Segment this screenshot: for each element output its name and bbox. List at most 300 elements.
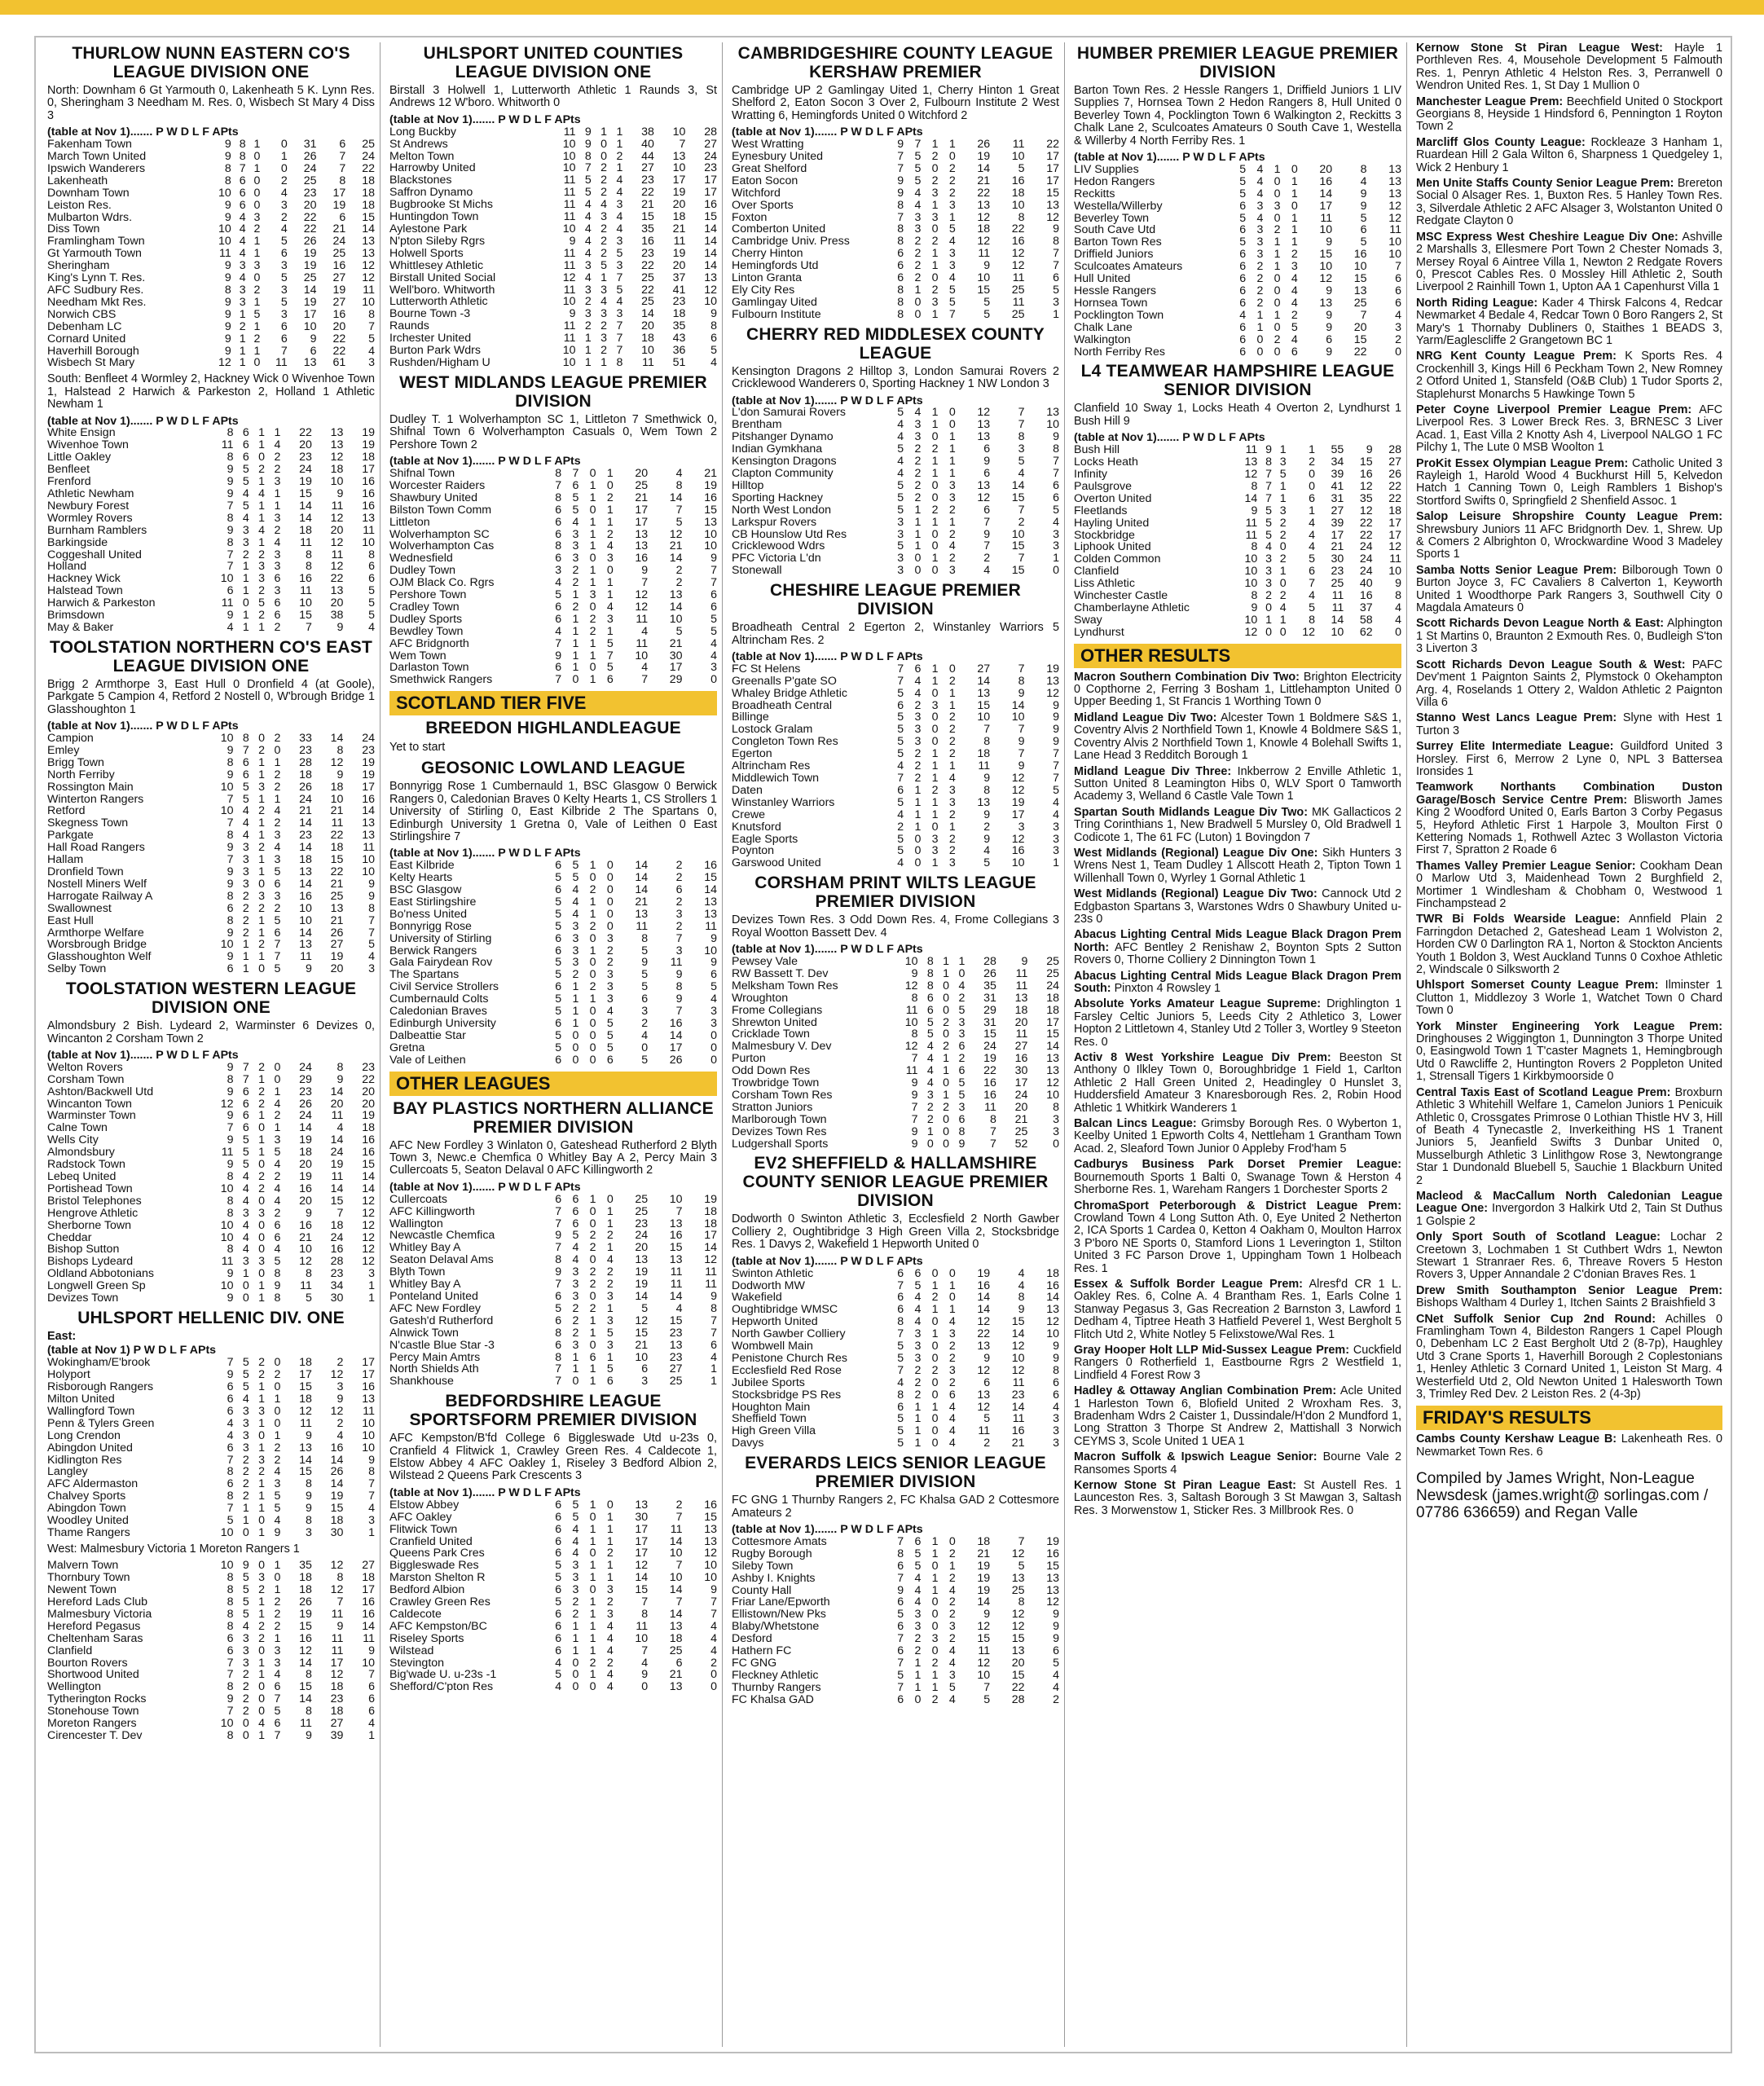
stat-cell: 4 (606, 600, 614, 614)
league-table (389, 1487, 717, 1693)
table-row (47, 248, 375, 260)
stat-cell: 11 (1389, 223, 1401, 237)
league-title: UHLSPORT UNITED COUNTIES LEAGUE DIVISION ONE (423, 44, 684, 81)
stat-cell: 8 (227, 829, 234, 843)
team-name: AFC Killingworth (389, 1205, 475, 1218)
stat-cell: 0 (1265, 625, 1272, 639)
stat-cell: 0 (258, 1705, 266, 1719)
stat-cell: 14 (299, 1453, 312, 1467)
stat-cell: 25 (641, 295, 654, 309)
result-text: Drighlington 1 Farsley Celtic Juniors 5, Leeds City 2 Athletico 3, Lower Hopton 2 Littletown 4, Stanley Utd 2 Toller 3, Wortley 9 Steeton Res. 0 (1074, 997, 1401, 1049)
table-row (732, 1268, 1059, 1280)
table-row (47, 1730, 375, 1742)
stat-cell: 31 (303, 138, 317, 152)
stat-cell: 4 (1256, 187, 1264, 200)
stat-cell: 2 (274, 780, 281, 794)
stat-cell: 3 (584, 283, 592, 297)
results-text: Birstall 3 Holwell 1, Lutterworth Athletic 1 Raunds 3, St Andrews 12 W'boro. Whitworth 0 (389, 84, 717, 110)
stat-cell: 12 (904, 1040, 918, 1054)
stat-cell: 24 (635, 1229, 649, 1243)
stat-cell: 3 (280, 259, 288, 273)
stat-cell: 4 (584, 210, 592, 224)
stat-cell: 11 (363, 841, 375, 855)
stat-cell: 3 (616, 307, 623, 321)
stat-cell: 4 (897, 430, 904, 444)
stat-cell: 18 (362, 174, 375, 187)
table-row (732, 1138, 1059, 1151)
stat-cell: 0 (931, 271, 939, 285)
stat-cell: 0 (572, 1375, 579, 1388)
stat-cell: 9 (368, 1453, 375, 1467)
table-row (732, 1670, 1059, 1682)
stat-cell: 9 (1018, 735, 1025, 749)
stat-cell: 1 (258, 426, 266, 440)
stat-cell: 0 (258, 1559, 266, 1573)
stat-cell: 0 (589, 503, 596, 517)
stat-cell: 0 (1291, 199, 1298, 213)
stat-cell: 6 (227, 1441, 234, 1454)
stat-cell: 5 (274, 1490, 281, 1503)
stat-cell: 2 (274, 1607, 281, 1621)
stat-cell: 4 (1291, 272, 1298, 286)
stat-cell: 9 (227, 768, 234, 781)
stat-cell: 17 (635, 1522, 649, 1536)
stat-cell: 14 (669, 600, 683, 614)
stat-cell: 7 (555, 1241, 562, 1255)
stat-cell: 27 (362, 1559, 375, 1573)
stat-cell: 19 (1011, 795, 1025, 809)
stat-cell: 14 (704, 234, 717, 248)
team-name: Rossington Main (47, 781, 134, 794)
stat-cell: 4 (710, 649, 717, 662)
stat-cell: 3 (931, 832, 939, 846)
table-row (389, 174, 717, 187)
table-row (47, 451, 375, 464)
stat-cell: 11 (300, 535, 312, 549)
table-header-text: (table at Nov 1)....... P W D L F APts (389, 1180, 581, 1194)
stat-cell: 3 (258, 1404, 266, 1418)
stat-cell: 6 (242, 451, 249, 464)
stat-cell: 10 (1011, 711, 1025, 724)
table-row (732, 1633, 1059, 1645)
table-row (389, 1499, 717, 1512)
stat-cell: 0 (589, 871, 596, 885)
stat-cell: 3 (274, 1656, 281, 1670)
stat-cell: 26 (977, 138, 991, 152)
result-text: Bilborough Town 0 Burton Joyce 3, FC Cavaliers 8 Calverton 1, Keyworth United 1 Woodthorpe Park Rangers 3, Southwell City 0 Magdala Amateurs 0 (1416, 563, 1722, 615)
stat-cell: 20 (362, 1097, 375, 1111)
stat-cell: 2 (242, 1477, 249, 1491)
stat-cell: 4 (710, 1619, 717, 1633)
stat-cell: 1 (1309, 443, 1315, 457)
stat-cell: 14 (330, 732, 344, 745)
team-name: BSC Glasgow (389, 884, 462, 896)
stat-cell: 2 (914, 491, 922, 504)
stat-cell: 9 (305, 962, 312, 976)
stat-cell: 0 (606, 1192, 614, 1206)
stat-cell: 11 (218, 247, 231, 261)
stat-cell: 6 (983, 466, 991, 480)
stat-cell: 9 (227, 1060, 234, 1074)
stat-cell: 20 (299, 438, 312, 452)
stat-cell: 24 (983, 1040, 996, 1054)
table-row (732, 1402, 1059, 1414)
stat-cell: 7 (337, 1206, 344, 1220)
stat-cell: 15 (641, 210, 654, 224)
team-name: Cheltenham Saras (47, 1632, 143, 1645)
stat-cell: 6 (555, 1607, 562, 1621)
sub-label: East: (47, 1329, 77, 1343)
stat-cell: 1 (589, 673, 596, 687)
stat-cell: 7 (675, 1510, 683, 1524)
stat-cell: 18 (1011, 186, 1025, 200)
stat-cell: 8 (989, 1112, 996, 1126)
stat-cell: 9 (1366, 443, 1373, 457)
table-row (47, 1280, 375, 1292)
other-result (1416, 231, 1722, 294)
stat-cell: 19 (362, 438, 375, 452)
stat-cell: 6 (227, 1631, 234, 1645)
stat-cell: 3 (572, 1583, 579, 1597)
stat-cell: 6 (280, 247, 288, 261)
team-name: North Gawber Colliery (732, 1328, 846, 1341)
stat-cell: 0 (589, 1028, 596, 1042)
stat-cell: 2 (926, 1112, 934, 1126)
stat-cell: 9 (242, 1559, 249, 1573)
stat-cell: 1 (253, 235, 261, 249)
stat-cell: 3 (1279, 455, 1287, 469)
team-name: Friar Lane/Epworth (732, 1596, 830, 1609)
stat-cell: 9 (1326, 235, 1333, 249)
stat-cell: 6 (274, 572, 281, 586)
stat-cell: 3 (258, 1255, 266, 1269)
stat-cell: 2 (258, 901, 266, 915)
stat-cell: 9 (1053, 698, 1059, 712)
team-name: Odd Down Res (732, 1065, 811, 1078)
table-row (389, 504, 717, 517)
team-name: Reckitts (1074, 187, 1115, 200)
stat-cell: 2 (589, 1265, 596, 1279)
stat-cell: 6 (589, 1350, 596, 1364)
stat-cell: 6 (274, 1717, 281, 1731)
table-row (732, 1657, 1059, 1670)
table-row (389, 1230, 717, 1242)
stat-cell: 2 (1279, 589, 1287, 603)
stat-cell: 9 (555, 1229, 562, 1243)
stat-cell: 35 (672, 319, 686, 333)
stat-cell: 13 (1046, 1052, 1059, 1066)
stat-cell: 7 (989, 1137, 996, 1151)
stat-cell: 16 (299, 572, 312, 586)
stat-cell: 0 (258, 732, 266, 745)
stat-cell: 0 (589, 968, 596, 982)
stat-cell: 0 (914, 832, 922, 846)
result-text: Alphington 1 St Martins 0, Braunton 2 Exmouth Res. 0, Budleigh S'ton 3 Liverton 3 (1416, 617, 1722, 656)
stat-cell: 19 (332, 284, 346, 297)
stat-cell: 3 (253, 210, 261, 224)
stat-cell: 3 (242, 535, 249, 549)
table-row (389, 626, 717, 638)
stat-cell: 19 (362, 755, 375, 769)
stat-cell: 0 (242, 1717, 249, 1731)
stat-cell: 4 (1053, 808, 1059, 821)
stat-cell: 15 (1011, 1668, 1025, 1682)
stat-cell: 1 (258, 1490, 266, 1503)
stat-cell: 0 (931, 711, 939, 724)
stat-cell: 7 (305, 620, 312, 634)
stat-cell: 4 (1309, 516, 1315, 530)
stat-cell: 2 (589, 624, 596, 638)
stat-cell: 0 (1309, 467, 1315, 481)
table-row (389, 126, 717, 139)
stat-cell: 2 (1018, 515, 1025, 529)
stat-cell: 9 (710, 956, 717, 970)
table-row (732, 772, 1059, 785)
stat-cell: 1 (1053, 552, 1059, 566)
stat-cell: 17 (1388, 528, 1401, 542)
stat-cell: 5 (572, 1510, 579, 1524)
stat-cell: 0 (1274, 345, 1281, 359)
stat-cell: 8 (227, 426, 234, 440)
stat-cell: 12 (977, 210, 991, 224)
stat-cell: 13 (704, 907, 717, 921)
stat-cell: 1 (572, 624, 579, 638)
stat-cell: 15 (1359, 455, 1373, 469)
stat-cell: 8 (227, 1206, 234, 1220)
stat-cell: 9 (1326, 284, 1333, 297)
table-row (47, 1357, 375, 1369)
stat-cell: 5 (897, 1668, 904, 1682)
table-row (47, 187, 375, 200)
stat-cell: 30 (330, 1525, 344, 1539)
other-result (1416, 458, 1722, 508)
stat-cell: 8 (239, 138, 246, 152)
stat-cell: 9 (1251, 504, 1258, 517)
stat-cell: 4 (274, 1668, 281, 1682)
stat-cell: 13 (704, 1522, 717, 1536)
stat-cell: 12 (1302, 625, 1315, 639)
team-name: OJM Black Co. Rgrs (389, 577, 495, 590)
team-name: Bristol Telephones (47, 1195, 142, 1208)
stat-cell: 28 (983, 954, 996, 968)
stat-cell: 10 (704, 1571, 717, 1585)
stat-cell: 9 (1053, 1632, 1059, 1646)
stat-cell: 12 (330, 755, 344, 769)
table-row (732, 492, 1059, 504)
stat-cell: 2 (242, 1692, 249, 1706)
stat-cell: 15 (977, 1632, 991, 1646)
stat-cell: 4 (572, 1522, 579, 1536)
team-name: Paulsgrove (1074, 480, 1132, 493)
stat-cell: 10 (220, 804, 234, 818)
stat-cell: 3 (305, 1525, 312, 1539)
stat-cell: 4 (897, 808, 904, 821)
stat-cell: 11 (331, 1109, 344, 1123)
team-name: Lakenheath (47, 174, 108, 187)
stat-cell: 4 (616, 174, 623, 187)
stat-cell: 1 (931, 307, 939, 321)
team-name: CB Hounslow Utd Res (732, 528, 847, 541)
stat-cell: 4 (914, 1571, 922, 1585)
stat-cell: 2 (958, 1052, 966, 1066)
stat-cell: 14 (635, 1290, 649, 1303)
table-row (47, 272, 375, 284)
stat-cell: 17 (362, 780, 375, 794)
column-rule (1064, 42, 1065, 2047)
league-title: TOOLSTATION WESTERN LEAGUE DIVISION ONE (65, 979, 357, 1018)
stat-cell: 5 (897, 711, 904, 724)
stat-cell: 13 (1011, 1571, 1025, 1585)
stat-cell: 7 (274, 1728, 281, 1742)
stat-cell: 5 (368, 584, 375, 598)
stat-cell: 2 (600, 319, 608, 333)
stat-cell: 7 (983, 539, 991, 553)
stat-cell: 20 (1011, 1656, 1025, 1670)
stat-cell: 2 (280, 210, 288, 224)
stat-cell: 4 (337, 1428, 344, 1442)
stat-cell: 13 (977, 686, 991, 700)
league-name: Essex & Suffolk Border League Prem: (1074, 1277, 1303, 1291)
stat-cell: 1 (914, 1656, 922, 1670)
team-name: North Ferriby Res (1074, 345, 1165, 359)
result-text: Ashville 2 Marshalls 3, Ellesmere Port Town 2 Chester Nomads 3, Mersey Royal 6 Aintree Villa 1, Newton 2 Redgate Rovers 0, Prescot Cables Res. 0 Mossley Hill Athletic 2, South Liverpool 2 Rainhill Town 1, Upton AA 1 Capenhurst Villa 1 (1416, 230, 1722, 294)
stat-cell: 1 (931, 1680, 939, 1694)
stat-cell: 12 (977, 1315, 991, 1329)
stat-cell: 29 (669, 673, 683, 687)
stat-cell: 0 (943, 1076, 950, 1090)
stat-cell: 0 (258, 962, 266, 976)
stat-cell: 40 (641, 137, 654, 151)
stat-cell: 5 (897, 747, 904, 761)
stat-cell: 1 (931, 406, 939, 420)
team-name: Woodley United (47, 1515, 129, 1527)
stat-cell: 6 (1053, 1375, 1059, 1389)
stat-cell: 2 (253, 332, 261, 345)
stat-cell: 5 (242, 1133, 249, 1147)
stat-cell: 18 (299, 768, 312, 781)
stat-cell: 17 (303, 307, 317, 321)
stat-cell: 4 (1018, 1266, 1025, 1280)
stat-cell: 6 (1239, 345, 1247, 359)
stat-cell: 26 (303, 235, 317, 249)
stat-cell: 1 (589, 1326, 596, 1340)
table-row (389, 139, 717, 151)
team-name: Huntingdon Town (389, 211, 479, 223)
league-name: Surrey Elite Intermediate League: (1416, 740, 1614, 754)
table-row (389, 284, 717, 297)
stat-cell: 25 (669, 1375, 683, 1388)
stat-cell: 1 (914, 1437, 922, 1450)
stat-cell: 6 (606, 673, 614, 687)
stat-cell: 11 (563, 198, 576, 212)
stat-cell: 1 (931, 1400, 939, 1414)
stat-cell: 14 (299, 841, 312, 855)
stat-cell: 1 (258, 1441, 266, 1454)
team-name: Wokingham/E'brook (47, 1357, 151, 1370)
stat-cell: 18 (362, 186, 375, 200)
team-name: Wombwell Main (732, 1340, 813, 1353)
stat-cell: 0 (258, 1218, 266, 1232)
results-text: Barton Town Res. 2 Hessle Rangers 1, Driffield Juniors 1 LIV Supplies 7, Hornsea Town 2 Hedon Rangers 8, Hull United 0 Beverley Town 4, Pocklington Town 6 Walkington 2, Reckitts 3 Chalk Lane 2, Sculcoates Amateurs 0 South Cave 1, Westella & Willerby 4 North Ferriby Res. 1 (1074, 84, 1401, 147)
stat-cell: 4 (948, 772, 956, 785)
stat-cell: 3 (958, 1028, 966, 1041)
stat-cell: 5 (1018, 161, 1025, 175)
stat-cell: 18 (1046, 1003, 1059, 1017)
stat-cell: 19 (1046, 662, 1059, 676)
table-row (47, 733, 375, 745)
league-table (1074, 432, 1401, 638)
stat-cell: 3 (274, 889, 281, 903)
stat-cell: 3 (239, 295, 246, 309)
stat-cell: 22 (362, 1072, 375, 1086)
stat-cell: 5 (555, 1301, 562, 1315)
table-row (47, 1146, 375, 1159)
stat-cell: 6 (368, 572, 375, 586)
stat-cell: 6 (310, 344, 317, 358)
stat-cell: 6 (242, 1121, 249, 1135)
stat-cell: 1 (589, 1534, 596, 1548)
stat-cell: 1 (589, 576, 596, 590)
stat-cell: 3 (280, 198, 288, 212)
stat-cell: 3 (1053, 539, 1059, 553)
stat-cell: 12 (330, 1404, 344, 1418)
stat-cell: 8 (958, 1124, 966, 1138)
stat-cell: 27 (1331, 504, 1344, 517)
stat-cell: 6 (227, 962, 234, 976)
result-text: Annfield Plain 2 Farringdon Detached 2, Gateshead Leam 1 Wolviston 2, Horden CW 0 Darlington RA 1, Norton & Stockton Ancients Youth 1 Boldon 3, West Auckland Tunns 0 Coxhoe Athletic 2, Windscale 0 Silksworth 2 (1416, 913, 1722, 977)
stat-cell: 11 (670, 1522, 683, 1536)
stat-cell: 11 (978, 247, 991, 261)
stat-cell: 4 (584, 234, 592, 248)
stat-cell: 2 (914, 1644, 922, 1658)
stat-cell: 2 (584, 319, 592, 333)
stat-cell: 13 (977, 430, 991, 444)
stat-cell: 6 (914, 662, 922, 676)
stat-cell: 8 (224, 174, 231, 187)
stat-cell: 20 (635, 466, 649, 480)
other-result (1074, 766, 1401, 803)
stat-cell: 2 (931, 150, 939, 164)
team-name: Wolverhampton Cas (389, 540, 495, 553)
stat-cell: 8 (983, 735, 991, 749)
stat-cell: 12 (362, 1206, 375, 1220)
stat-cell: 20 (1319, 162, 1333, 176)
team-name: Skegness Town (47, 817, 129, 830)
stat-cell: 3 (914, 1351, 922, 1365)
stat-cell: 22 (1359, 528, 1373, 542)
stat-cell: 10 (218, 186, 231, 200)
stat-cell: 8 (337, 1571, 344, 1585)
stat-cell: 12 (330, 560, 344, 574)
stat-cell: 2 (606, 491, 614, 504)
league-table (47, 720, 375, 975)
stat-cell: 14 (977, 674, 991, 688)
stat-cell: 5 (584, 174, 592, 187)
stat-cell: 26 (303, 150, 317, 164)
stat-cell: 7 (555, 1375, 562, 1388)
table-row (1074, 213, 1401, 225)
stat-cell: 33 (299, 732, 312, 745)
result-text: Catholic United 3 Rayleigh 1, Harold Wood 4 Buckhurst Hill 5, Kelvedon Hatch 1 Canning Town 0, Leigh Ramblers 1 Bishop's Stortford Swifts 0, Springfield 2 Shenfield Assoc. 1 (1416, 456, 1722, 508)
stat-cell: 6 (606, 1053, 614, 1067)
stat-cell: 10 (672, 161, 686, 175)
stat-cell: 5 (675, 515, 683, 529)
stat-cell: 25 (362, 138, 375, 152)
stat-cell: 7 (227, 1502, 234, 1516)
stat-cell: 4 (616, 222, 623, 235)
stat-cell: 22 (362, 161, 375, 175)
team-name: Broadheath Central (732, 699, 833, 712)
